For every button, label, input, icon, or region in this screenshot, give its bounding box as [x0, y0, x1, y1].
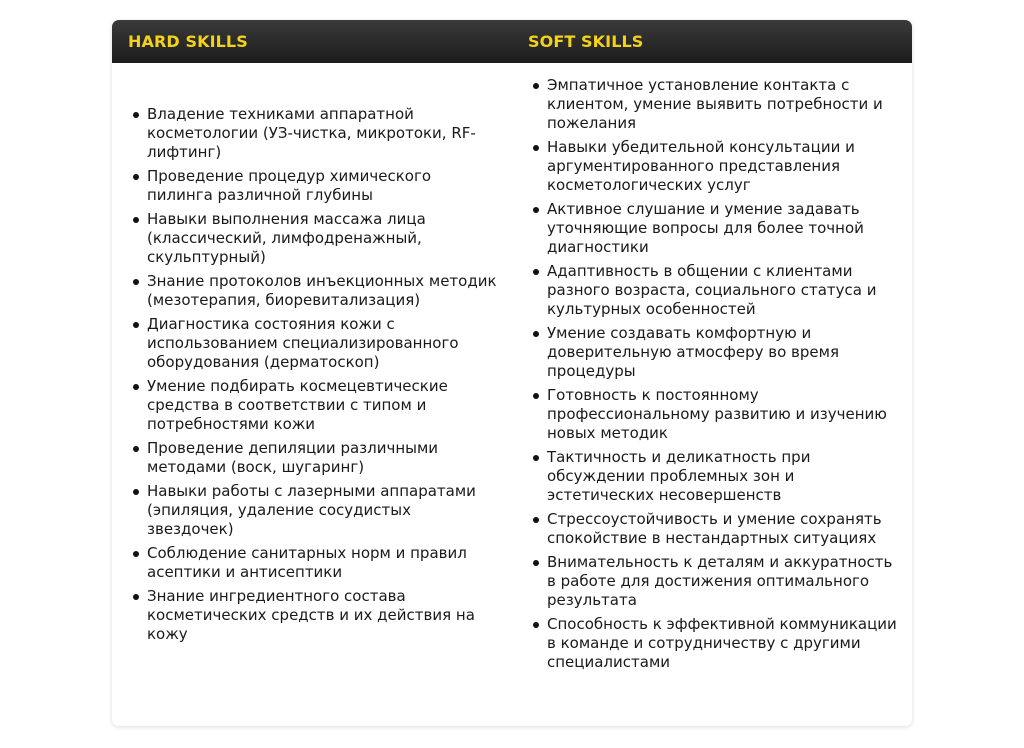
- hard-skills-column: [112, 63, 512, 726]
- hard-skill-item: Проведение депиляции различными методами (воск, шугаринг): [147, 439, 500, 477]
- soft-skills-heading: SOFT SKILLS: [528, 32, 644, 51]
- hard-skill-item: Владение техниками аппаратной косметологии (УЗ-чистка, микротоки, RF-лифтинг): [147, 105, 500, 162]
- skills-table: [112, 20, 912, 726]
- hard-skill-item: Знание протоколов инъекционных методик (мезотерапия, биоревитализация): [147, 272, 500, 310]
- hard-skills-heading: HARD SKILLS: [128, 32, 248, 51]
- soft-skill-item: Адаптивность в общении с клиентами разного возраста, социального статуса и культурных особенностей: [547, 262, 900, 319]
- soft-skill-item: Способность к эффективной коммуникации в команде и сотрудничеству с другими специалистами: [547, 615, 900, 672]
- soft-skills-column: [512, 63, 912, 726]
- soft-skills-list: [528, 76, 900, 677]
- hard-skill-item: Знание ингредиентного состава косметических средств и их действия на кожу: [147, 587, 500, 644]
- table-body: [112, 63, 912, 726]
- soft-skill-item: Внимательность к деталям и аккуратность в работе для достижения оптимального результата: [547, 553, 900, 610]
- hard-skill-item: Навыки работы с лазерными аппаратами (эпиляция, удаление сосудистых звездочек): [147, 482, 500, 539]
- soft-skill-item: Активное слушание и умение задавать уточняющие вопросы для более точной диагностики: [547, 200, 900, 257]
- hard-skills-list: [128, 105, 500, 649]
- hard-skill-item: Проведение процедур химического пилинга различной глубины: [147, 167, 500, 205]
- hard-skill-item: Умение подбирать космецевтические средства в соответствии с типом и потребностями кожи: [147, 377, 500, 434]
- soft-skill-item: Готовность к постоянному профессиональному развитию и изучению новых методик: [547, 386, 900, 443]
- soft-skill-item: Умение создавать комфортную и доверительную атмосферу во время процедуры: [547, 324, 900, 381]
- hard-skill-item: Навыки выполнения массажа лица (классический, лимфодренажный, скульптурный): [147, 210, 500, 267]
- hard-skill-item: Диагностика состояния кожи с использованием специализированного оборудования (дерматоскоп): [147, 315, 500, 372]
- soft-skill-item: Тактичность и деликатность при обсуждении проблемных зон и эстетических несовершенств: [547, 448, 900, 505]
- soft-skill-item: Стрессоустойчивость и умение сохранять спокойствие в нестандартных ситуациях: [547, 510, 900, 548]
- soft-skill-item: Эмпатичное установление контакта с клиентом, умение выявить потребности и пожелания: [547, 76, 900, 133]
- table-header: [112, 20, 912, 63]
- hard-skill-item: Соблюдение санитарных норм и правил асептики и антисептики: [147, 544, 500, 582]
- soft-skill-item: Навыки убедительной консультации и аргументированного представления косметологических услуг: [547, 138, 900, 195]
